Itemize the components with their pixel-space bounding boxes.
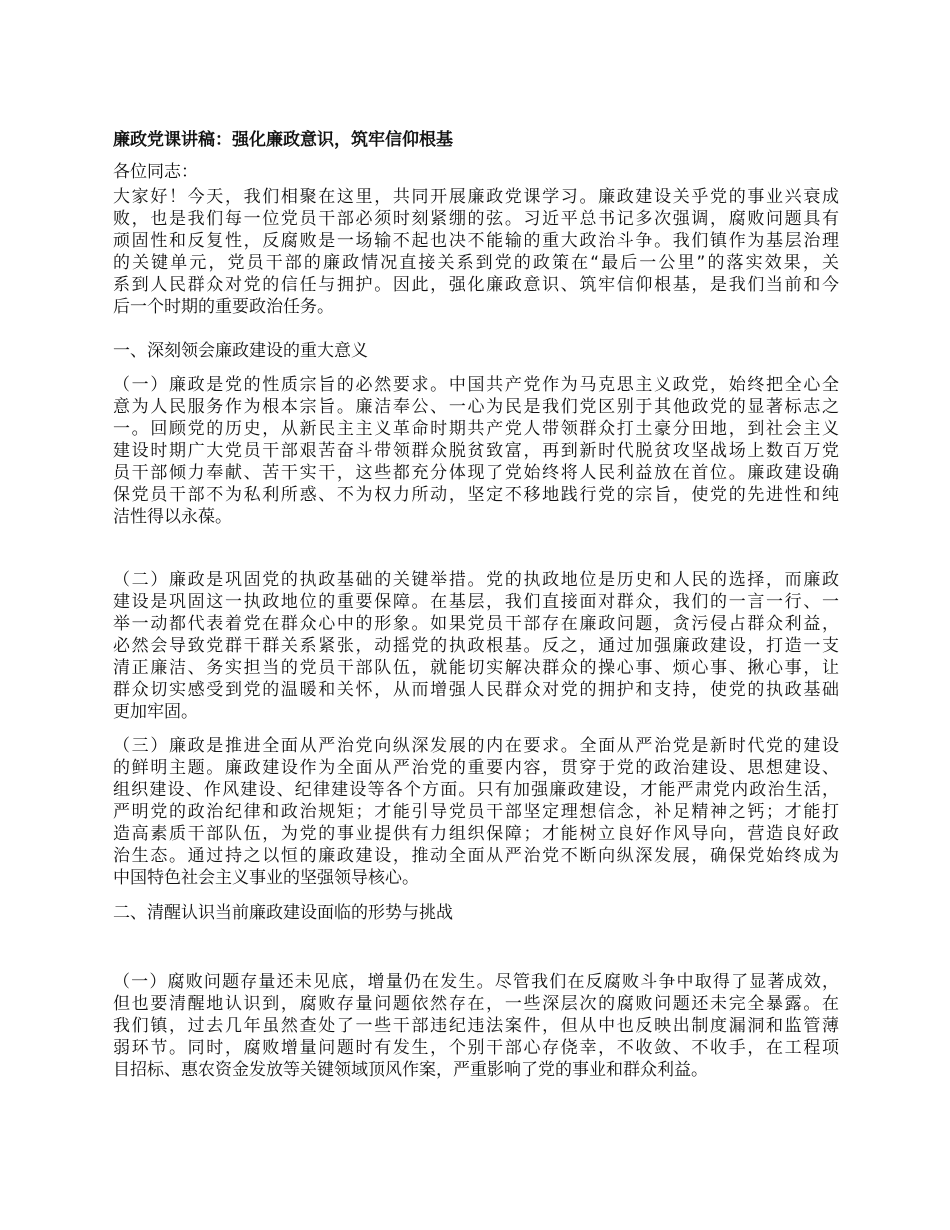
text-line: 严明党的政治纪律和政治规矩；才能引导党员干部坚定理想信念，补足精神之钙；才能打 <box>113 802 839 822</box>
text-line: 建设是巩固这一执政地位的重要保障。在基层，我们直接面对群众，我们的一言一行、一 <box>113 592 839 612</box>
text-line: 顽固性和反复性，反腐败是一场输不起也决不能输的重大政治斗争。我们镇作为基层治理 <box>113 231 839 251</box>
section-2-heading: 二、清醒认识当前廉政建设面临的形势与挑战 <box>113 903 453 923</box>
text-line: 清正廉洁、务实担当的党员干部队伍，就能切实解决群众的操心事、烦心事、揪心事，让 <box>113 658 839 678</box>
text-line: 弱环节。同时，腐败增量问题时有发生，个别干部心存侥幸，不收敛、不收手，在工程项 <box>113 1038 839 1058</box>
text-line: 必然会导致党群干群关系紧张，动摇党的执政根基。反之，通过加强廉政建设，打造一支 <box>113 636 839 656</box>
text-line: （三）廉政是推进全面从严治党向纵深发展的内在要求。全面从严治党是新时代党的建设 <box>113 736 839 756</box>
text-line: 群众切实感受到党的温暖和关怀，从而增强人民群众对党的拥护和支持，使党的执政基础 <box>113 680 839 700</box>
text-line: 更加牢固。 <box>113 702 198 722</box>
text-line: 组织建设、作风建设、纪律建设等各个方面。只有加强廉政建设，才能严肃党内政治生活， <box>113 780 839 800</box>
text-line: 败，也是我们每一位党员干部必须时刻紧绷的弦。习近平总书记多次强调，腐败问题具有 <box>113 209 839 229</box>
text-line: 但也要清醒地认识到，腐败存量问题依然存在，一些深层次的腐败问题还未完全暴露。在 <box>113 994 839 1014</box>
text-line: 大家好！今天，我们相聚在这里，共同开展廉政党课学习。廉政建设关乎党的事业兴衰成 <box>113 187 839 207</box>
text-line: 治生态。通过持之以恒的廉政建设，推动全面从严治党不断向纵深发展，确保党始终成为 <box>113 846 839 866</box>
text-line: 洁性得以永葆。 <box>113 507 232 527</box>
text-line: 意为人民服务作为根本宗旨。廉洁奉公、一心为民是我们党区别于其他政党的显著标志之 <box>113 397 839 417</box>
section-2-paragraph-1 <box>113 971 839 1081</box>
section-1-heading: 一、深刻领会廉政建设的重大意义 <box>113 341 368 361</box>
text-line: 一。回顾党的历史，从新民主主义革命时期共产党人带领群众打土豪分田地，到社会主义 <box>113 419 839 439</box>
text-line: 我们镇，过去几年虽然查处了一些干部违纪违法案件，但从中也反映出制度漏洞和监管薄 <box>113 1016 839 1036</box>
text-line: （二）廉政是巩固党的执政基础的关键举措。党的执政地位是历史和人民的选择，而廉政 <box>113 570 839 590</box>
text-line: 的关键单元，党员干部的廉政情况直接关系到党的政策在“最后一公里”的落实效果，关 <box>113 253 839 273</box>
salutation: 各位同志： <box>113 162 198 182</box>
text-line: 的鲜明主题。廉政建设作为全面从严治党的重要内容，贯穿于党的政治建设、思想建设、 <box>113 758 839 778</box>
section-1-paragraph-2 <box>113 569 839 723</box>
text-line: （一）廉政是党的性质宗旨的必然要求。中国共产党作为马克思主义政党，始终把全心全 <box>113 375 839 395</box>
text-line: 系到人民群众对党的信任与拥护。因此，强化廉政意识、筑牢信仰根基，是我们当前和今 <box>113 275 839 295</box>
text-line: 后一个时期的重要政治任务。 <box>113 297 334 317</box>
text-line: 举一动都代表着党在群众心中的形象。如果党员干部存在廉政问题，贪污侵占群众利益， <box>113 614 839 634</box>
text-line: 造高素质干部队伍，为党的事业提供有力组织保障；才能树立良好作风导向，营造良好政 <box>113 824 839 844</box>
intro-paragraph <box>113 186 839 318</box>
text-line: 目招标、惠农资金发放等关键领域顶风作案，严重影响了党的事业和群众利益。 <box>113 1060 708 1080</box>
text-line: （一）腐败问题存量还未见底，增量仍在发生。尽管我们在反腐败斗争中取得了显著成效， <box>113 972 839 992</box>
section-1-paragraph-3 <box>113 735 839 889</box>
text-line: 中国特色社会主义事业的坚强领导核心。 <box>113 868 419 888</box>
document-title: 廉政党课讲稿：强化廉政意识，筑牢信仰根基 <box>113 130 453 150</box>
text-line: 员干部倾力奉献、苦干实干，这些都充分体现了党始终将人民利益放在首位。廉政建设确 <box>113 463 839 483</box>
text-line: 建设时期广大党员干部艰苦奋斗带领群众脱贫致富，再到新时代脱贫攻坚战场上数百万党 <box>113 441 839 461</box>
section-1-paragraph-1 <box>113 374 839 528</box>
text-line: 保党员干部不为私利所惑、不为权力所动，坚定不移地践行党的宗旨，使党的先进性和纯 <box>113 485 839 505</box>
